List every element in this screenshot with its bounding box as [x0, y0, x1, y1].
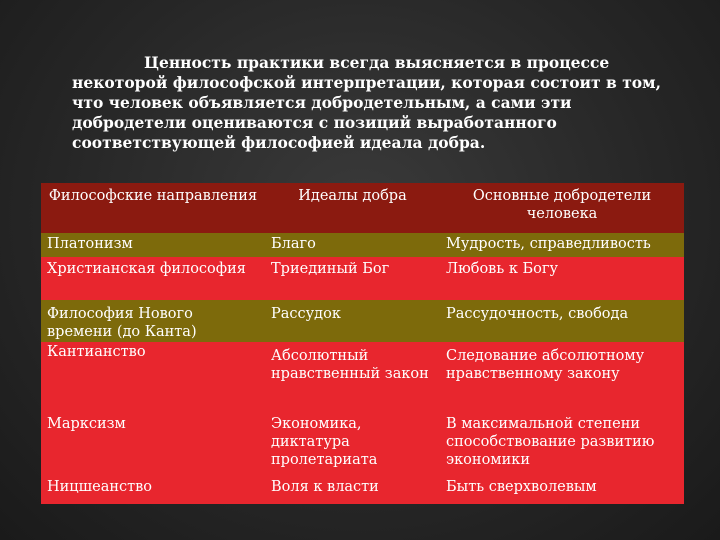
- intro-paragraph: [72, 53, 672, 153]
- cell-virtue: Быть сверхволевым: [440, 470, 684, 504]
- cell-direction: Кантианство: [41, 342, 265, 408]
- table-row: [41, 233, 684, 257]
- cell-virtue: Рассудочность, свобода: [440, 300, 684, 342]
- header-virtues: Основные добродетели человека: [440, 183, 684, 233]
- cell-ideal: Благо: [265, 233, 440, 257]
- cell-virtue: Мудрость, справедливость: [440, 233, 684, 257]
- table-row: [41, 300, 684, 342]
- cell-direction: Философия Нового времени (до Канта): [41, 300, 265, 342]
- cell-ideal: Триединый Бог: [265, 257, 440, 300]
- cell-direction: Ницшеанство: [41, 470, 265, 504]
- intro-line-4: добродетели оцениваются с позиций выработанного: [72, 113, 557, 132]
- cell-ideal: Рассудок: [265, 300, 440, 342]
- cell-virtue: В максимальной степени способствование развитию экономики: [440, 408, 684, 470]
- cell-virtue: Следование абсолютному нравственному закону: [440, 342, 684, 408]
- intro-line-3: что человек объявляется добродетельным, а сами эти: [72, 93, 572, 112]
- cell-ideal: Экономика, диктатура пролетариата: [265, 408, 440, 470]
- intro-line-1: Ценность практики всегда выясняется в процессе: [144, 53, 610, 72]
- table-row: [41, 342, 684, 408]
- virtues-table: [41, 183, 684, 504]
- header-ideals: Идеалы добра: [265, 183, 440, 233]
- table-row: [41, 257, 684, 300]
- cell-direction: Марксизм: [41, 408, 265, 470]
- header-directions: Философские направления: [41, 183, 265, 233]
- table-row: [41, 408, 684, 470]
- cell-ideal: Абсолютный нравственный закон: [265, 342, 440, 408]
- intro-line-2: некоторой философской интерпретации, которая состоит в том,: [72, 73, 662, 92]
- table-row: [41, 470, 684, 504]
- table-header-row: [41, 183, 684, 233]
- cell-ideal: Воля к власти: [265, 470, 440, 504]
- cell-virtue: Любовь к Богу: [440, 257, 684, 300]
- cell-direction: Платонизм: [41, 233, 265, 257]
- cell-direction: Христианская философия: [41, 257, 265, 300]
- intro-line-5: соответствующей философией идеала добра.: [72, 133, 486, 152]
